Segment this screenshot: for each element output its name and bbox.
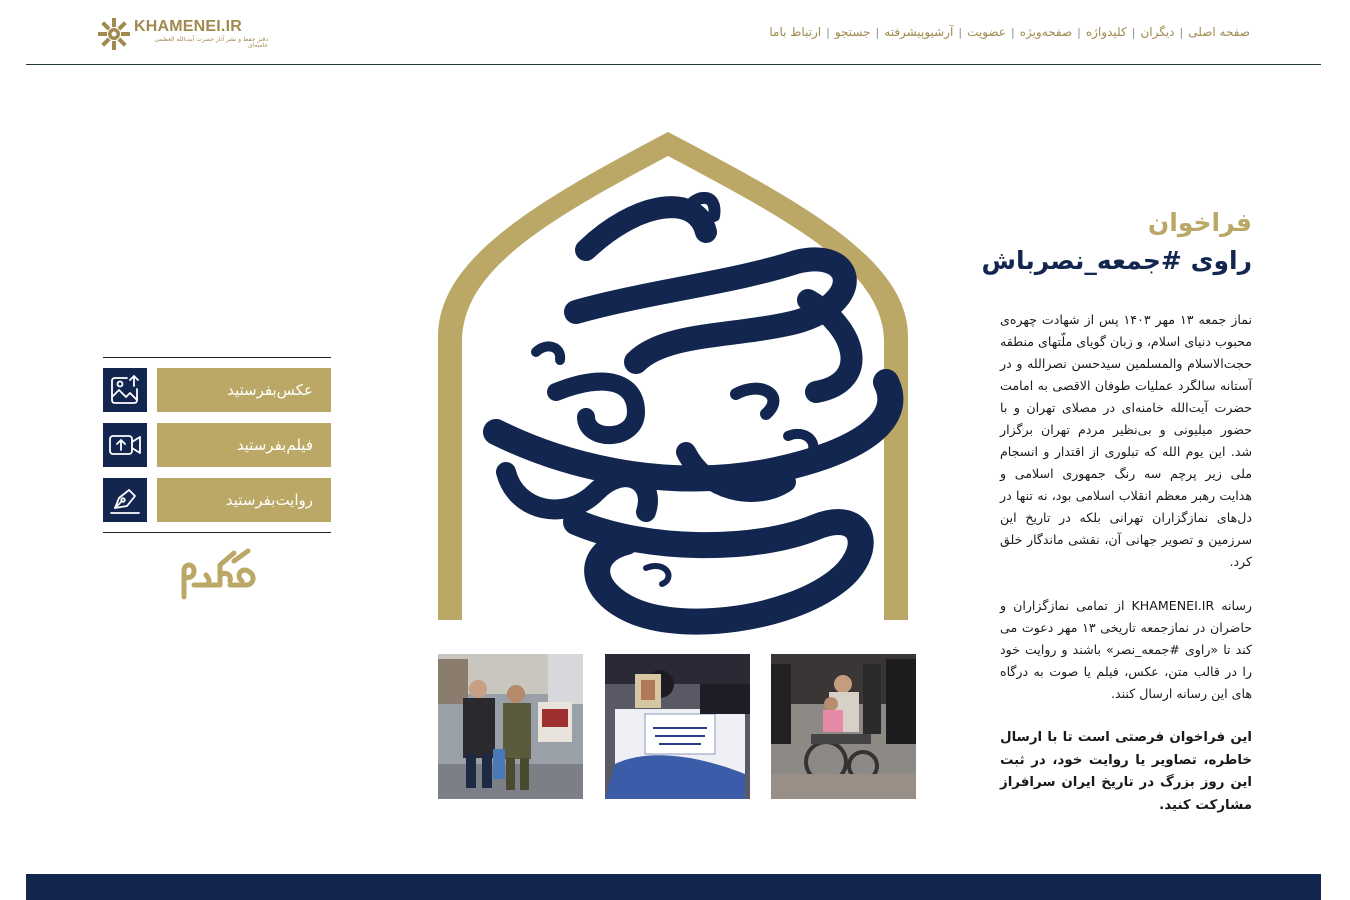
logo-tagline: دفتر حفظ و نشر آثار حضرت آیت‌الله العظمی خامنه‌ای (154, 36, 268, 49)
send-photo-button[interactable] (103, 368, 331, 412)
article-kicker: فراخوان (1147, 208, 1252, 237)
nav-separator: | (1179, 25, 1184, 39)
actions-top-rule (103, 357, 331, 358)
article-call-to-action: این فراخوان فرصتی است تا با ارسال خاطره، تصاویر یا روایت خود، در ثبت این روز بزرگ در تاریخ ایران سرافراز مشارکت کنید. (1000, 730, 1252, 813)
nav-keywords[interactable]: کلیدواژه (1085, 25, 1127, 39)
nav-home[interactable]: صفحه اصلی (1188, 25, 1250, 39)
hamgam-calligraphy-mark (176, 545, 260, 605)
header-divider (26, 64, 1321, 65)
nav-special-page[interactable]: صفحه‌ویژه (1019, 25, 1073, 39)
article-paragraph: نماز جمعه ۱۳ مهر ۱۴۰۳ پس از شهادت چهره‌ی محبوب دنیای اسلام، و زبان گویای ملّتهای منطقه حجت‌الاسلام والمسلمین سیدحسن نصرالله و در آستانه سالگرد عملیات طوفان الاقصی به امامت حضرت آیت‌الله خامنه‌ای در مصلای تهران و با حضور میلیونی و بی‌نظیر مردم تهران برگزار شد. این یوم الله که تبلوری از اقتدار و انسجام ملی زیر پرچم سه رنگ جمهوری اسلامی و هدایت رهبر معظم انقلاب اسلامی بود، نه تنها در دل‌های نمازگزاران تهرانی بلکه در تاریخ این سرزمین و تصویر جهانی آن، نقشی ماندگار خلق کرد. (1000, 312, 1252, 569)
photo-stroller-placard (605, 654, 750, 799)
campaign-poster (436, 132, 910, 640)
poster-calligraphy-art (436, 132, 910, 640)
nav-separator: | (1010, 25, 1015, 39)
upload-photo-icon (107, 372, 143, 408)
send-story-button[interactable] (103, 478, 331, 522)
nav-separator: | (875, 25, 880, 39)
article-column (981, 205, 1252, 830)
send-photo-label: عکس‌بفرستید (157, 368, 331, 412)
thumbnail-photo[interactable] (771, 654, 916, 799)
footer-bar (26, 874, 1321, 900)
pen-write-icon (107, 482, 143, 518)
nav-contact[interactable]: ارتباط باما (769, 25, 822, 39)
photo-wheelchair-child (771, 654, 916, 799)
nav-search[interactable]: جستجو (834, 25, 871, 39)
thumbnail-photo[interactable] (605, 654, 750, 799)
send-story-label: روایت‌بفرستید (157, 478, 331, 522)
nav-separator: | (1131, 25, 1136, 39)
article-headline: راوی #جمعه_نصرباش (981, 246, 1252, 275)
logo-emblem-icon (96, 16, 132, 52)
logo-wordmark: KHAMENEI.IR (134, 18, 242, 35)
photo-selfie-crowd (438, 654, 583, 799)
upload-video-icon (107, 427, 143, 463)
send-video-label: فیلم‌بفرستید (157, 423, 331, 467)
send-video-button[interactable] (103, 423, 331, 467)
icon-box (103, 478, 147, 522)
nav-others[interactable]: دیگران (1140, 25, 1175, 39)
actions-bottom-rule (103, 532, 331, 533)
top-navigation (769, 22, 1250, 42)
nav-separator: | (1077, 25, 1081, 39)
thumbnail-photo[interactable] (438, 654, 583, 799)
icon-box (103, 423, 147, 467)
nav-separator: | (958, 25, 963, 39)
article-paragraph: رسانه KHAMENEI.IR از تمامی نمازگزاران و حاضران در نمازجمعه تاریخی ۱۳ مهر دعوت می کند تا «راوی #جمعه_نصر» باشند و روایت خود را در قالب متن، عکس، فیلم یا صوت به درگاه های این رسانه ارسال کنند. (1000, 598, 1252, 701)
nav-advanced-archive[interactable]: آرشیو‌پیشرفته (884, 25, 954, 39)
hamgam-logo (176, 545, 260, 605)
site-logo[interactable] (96, 14, 268, 54)
nav-membership[interactable]: عضویت (967, 25, 1006, 39)
nav-separator: | (826, 25, 830, 39)
icon-box (103, 368, 147, 412)
